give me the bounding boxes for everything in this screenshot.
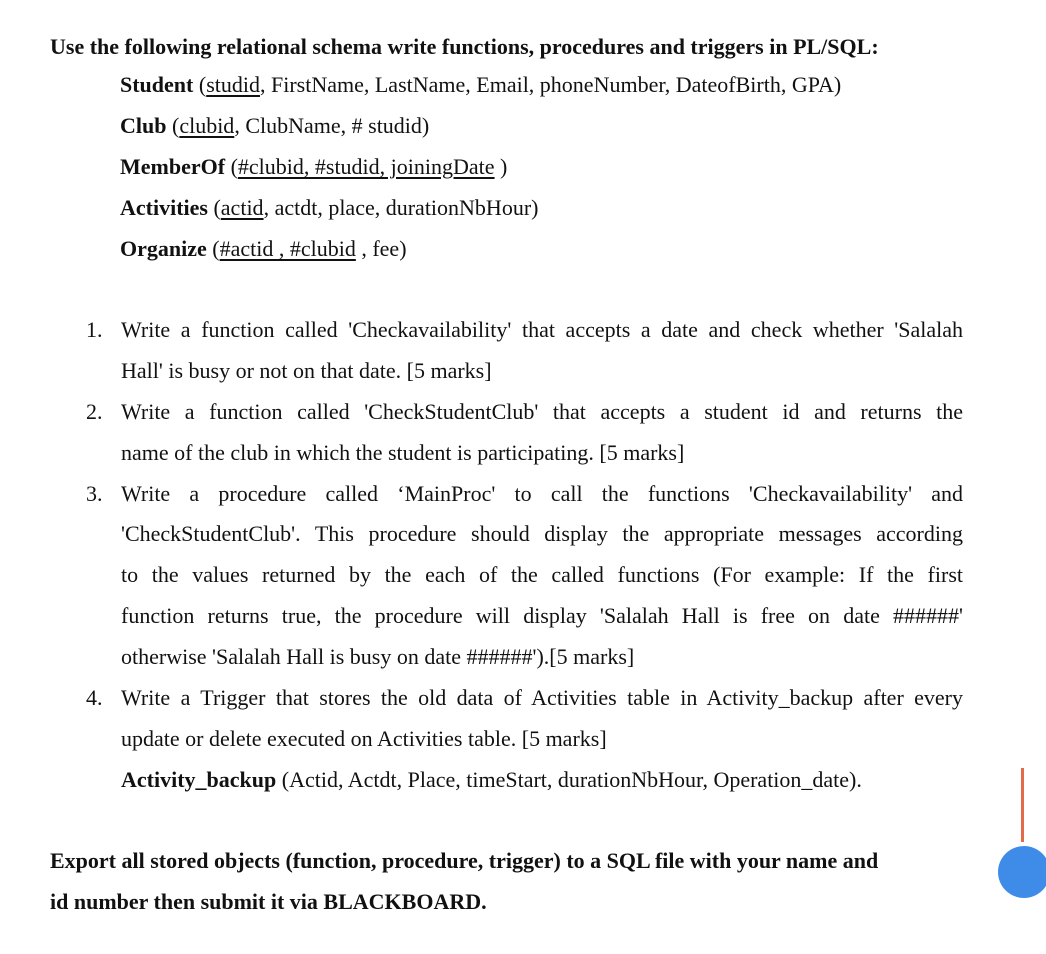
- schema-attrs: ): [494, 154, 508, 179]
- schema-attrs: , ClubName, # studid): [234, 113, 430, 138]
- item-3-text: to the values returned by the each of the called functions (For example: If the first: [121, 562, 963, 587]
- schema-attrs: , FirstName, LastName, Email, phoneNumber, DateofBirth, GPA): [259, 72, 842, 97]
- schema-attrs: , fee): [355, 236, 407, 261]
- schema-name: Activities: [120, 195, 208, 220]
- schema-paren: (: [171, 113, 180, 138]
- item-number: 4.: [86, 685, 103, 710]
- schema-name: MemberOf: [120, 154, 226, 179]
- activity-backup-schema: [121, 767, 862, 793]
- footer-instruction: Export all stored objects (function, procedure, trigger) to a SQL file with your name and: [50, 848, 879, 873]
- footer-instruction: id number then submit it via BLACKBOARD.: [50, 889, 487, 914]
- schema-name: Club: [120, 113, 167, 138]
- item-3-text: Write a procedure called ‘MainProc' to call the functions 'Checkavailability' and: [121, 481, 963, 506]
- schema-club: [120, 113, 429, 139]
- schema-student: [120, 72, 841, 98]
- scroll-handle[interactable]: [998, 846, 1046, 898]
- item-3-text: otherwise 'Salalah Hall is busy on date ######').[5 marks]: [121, 644, 635, 669]
- scroll-track: [1021, 768, 1024, 842]
- schema-memberof: [120, 154, 507, 180]
- item-3-text: 'CheckStudentClub'. This procedure should display the appropriate messages according: [121, 521, 963, 546]
- schema-activities: [120, 195, 538, 221]
- item-number: 3.: [86, 481, 103, 506]
- item-1-text: Hall' is busy or not on that date. [5 marks]: [121, 358, 492, 383]
- schema-key: #actid , #clubid: [219, 236, 356, 261]
- schema-paren: (: [213, 195, 221, 220]
- schema-organize: [120, 236, 407, 262]
- item-2-text: name of the club in which the student is participating. [5 marks]: [121, 440, 685, 465]
- item-1-text: Write a function called 'Checkavailability' that accepts a date and check whether 'Salalah: [121, 317, 963, 342]
- schema-attrs: , actdt, place, durationNbHour): [263, 195, 539, 220]
- schema-name: Activity_backup: [121, 767, 277, 792]
- schema-paren: (: [198, 72, 207, 97]
- item-2-text: Write a function called 'CheckStudentClub' that accepts a student id and returns the: [121, 399, 963, 424]
- item-4-text: Write a Trigger that stores the old data of Activities table in Activity_backup after every: [121, 685, 963, 710]
- schema-paren: (: [230, 154, 238, 179]
- schema-key: studid: [206, 72, 260, 97]
- schema-name: Student: [120, 72, 194, 97]
- item-number: 1.: [86, 317, 103, 342]
- schema-paren: (: [212, 236, 220, 261]
- item-number: 2.: [86, 399, 103, 424]
- schema-name: Organize: [120, 236, 207, 261]
- schema-attrs: (Actid, Actdt, Place, timeStart, durationNbHour, Operation_date).: [276, 767, 862, 792]
- schema-key: clubid: [179, 113, 235, 138]
- schema-key: actid: [220, 195, 264, 220]
- item-3-text: function returns true, the procedure will display 'Salalah Hall is free on date ######': [121, 603, 963, 628]
- item-4-text: update or delete executed on Activities table. [5 marks]: [121, 726, 607, 751]
- schema-key: #clubid, #studid, joiningDate: [237, 154, 495, 179]
- instructions-heading: Use the following relational schema write functions, procedures and triggers in PL/SQL:: [50, 34, 879, 59]
